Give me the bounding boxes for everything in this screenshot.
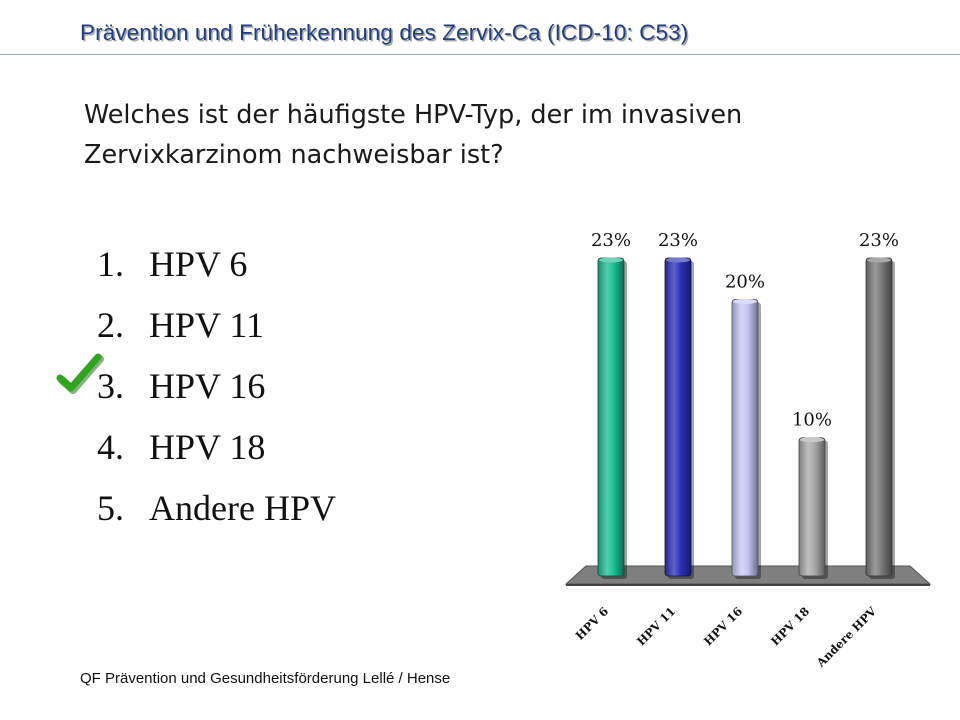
bar	[665, 258, 691, 576]
data-label: 23%	[858, 230, 900, 251]
category-label: HPV 18	[767, 604, 813, 649]
bar-chart	[540, 210, 960, 690]
answer-list	[97, 234, 336, 539]
bar	[732, 299, 758, 576]
footer-text: QF Prävention und Gesundheitsförderung Lellé / Hense	[80, 670, 451, 687]
answer-number: 3.	[97, 366, 124, 406]
question-text: Welches ist der häufigste HPV-Typ, der im invasiven Zervixkarzinom nachweisbar ist?	[84, 100, 743, 170]
answer-label: HPV 16	[149, 366, 266, 406]
answer-option-2	[97, 295, 336, 356]
answer-option-3	[97, 356, 336, 417]
category-label: HPV 16	[700, 604, 746, 649]
bar-cap	[599, 258, 623, 263]
data-label: 20%	[724, 271, 766, 293]
bar	[799, 438, 825, 576]
answer-label: Andere HPV	[149, 488, 336, 528]
answer-number: 5.	[97, 488, 124, 528]
header-divider	[0, 54, 960, 55]
data-label: 23%	[657, 230, 699, 251]
bar-cap	[666, 258, 690, 263]
answer-number: 2.	[97, 305, 124, 345]
category-label: Andere HPV	[813, 604, 880, 670]
chart-floor-edge	[566, 584, 930, 586]
data-label: 10%	[791, 409, 833, 431]
answer-label: HPV 6	[149, 244, 248, 284]
bar-cap	[867, 258, 891, 263]
checkmark-icon	[56, 352, 104, 396]
answer-option-4	[97, 417, 336, 478]
bar-cap	[733, 299, 757, 304]
data-label: 23%	[590, 230, 632, 251]
bar	[866, 258, 892, 576]
answer-option-1	[97, 234, 336, 295]
answer-number: 4.	[97, 427, 124, 467]
answer-label: HPV 11	[149, 305, 265, 345]
bar-cap	[800, 437, 824, 442]
slide-title: Prävention und Früherkennung des Zervix-Ca (ICD-10: C53)	[80, 20, 689, 45]
answer-number: 1.	[97, 244, 124, 284]
answer-option-5	[97, 478, 336, 539]
category-label: HPV 6	[572, 604, 612, 643]
category-label: HPV 11	[633, 604, 679, 649]
answer-label: HPV 18	[149, 427, 266, 467]
bar	[598, 258, 624, 576]
